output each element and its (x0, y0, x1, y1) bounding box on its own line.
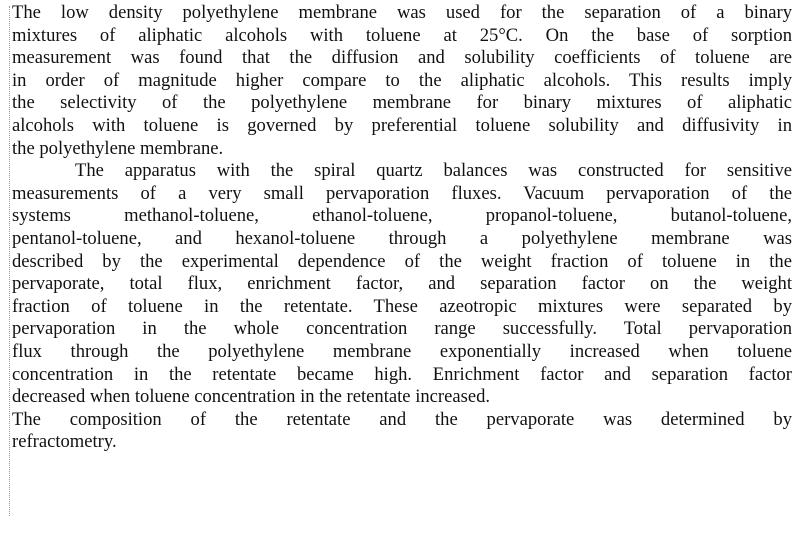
text-line: pervaporation in the whole concentration range successfully. Total pervaporation (12, 318, 792, 340)
text-line: concentration in the retentate became high. Enrichment factor and separation factor (12, 363, 792, 385)
text-line: The composition of the retentate and the pervaporate was determined by (12, 408, 792, 430)
text-line: pervaporate, total flux, enrichment factor, and separation factor on the weight (12, 273, 792, 295)
text-line: The apparatus with the spiral quartz balances was constructed for sensitive (75, 160, 792, 182)
paragraph-1 (12, 2, 792, 160)
scan-margin-line (9, 6, 10, 516)
text-line: alcohols with toluene is governed by preferential toluene solubility and diffusivity in (12, 114, 792, 136)
text-line: the polyethylene membrane. (12, 137, 224, 159)
text-line: flux through the polyethylene membrane exponentially increased when toluene (12, 340, 792, 362)
text-line: measurement was found that the diffusion and solubility coefficients of toluene are (12, 47, 792, 69)
text-line: decreased when toluene concentration in the retentate increased. (12, 386, 491, 408)
text-line: fraction of toluene in the retentate. These azeotropic mixtures were separated by (12, 295, 792, 317)
paragraph-3 (12, 409, 792, 454)
abstract-text (12, 2, 792, 454)
text-line: refractometry. (12, 431, 117, 453)
text-line: measurements of a very small pervaporation fluxes. Vacuum pervaporation of the (12, 182, 792, 204)
text-line: systems methanol-toluene, ethanol-toluene, propanol-toluene, butanol-toluene, (12, 205, 792, 227)
text-line: the selectivity of the polyethylene membrane for binary mixtures of aliphatic (12, 92, 792, 114)
text-line: The low density polyethylene membrane was used for the separation of a binary (12, 2, 792, 23)
text-line: mixtures of aliphatic alcohols with toluene at 25°C. On the base of sorption (12, 24, 792, 46)
text-line: pentanol-toluene, and hexanol-toluene through a polyethylene membrane was (12, 227, 792, 249)
paragraph-2 (12, 160, 792, 409)
text-line: in order of magnitude higher compare to the aliphatic alcohols. This results imply (12, 69, 792, 91)
text-line: described by the experimental dependence of the weight fraction of toluene in the (12, 250, 792, 272)
